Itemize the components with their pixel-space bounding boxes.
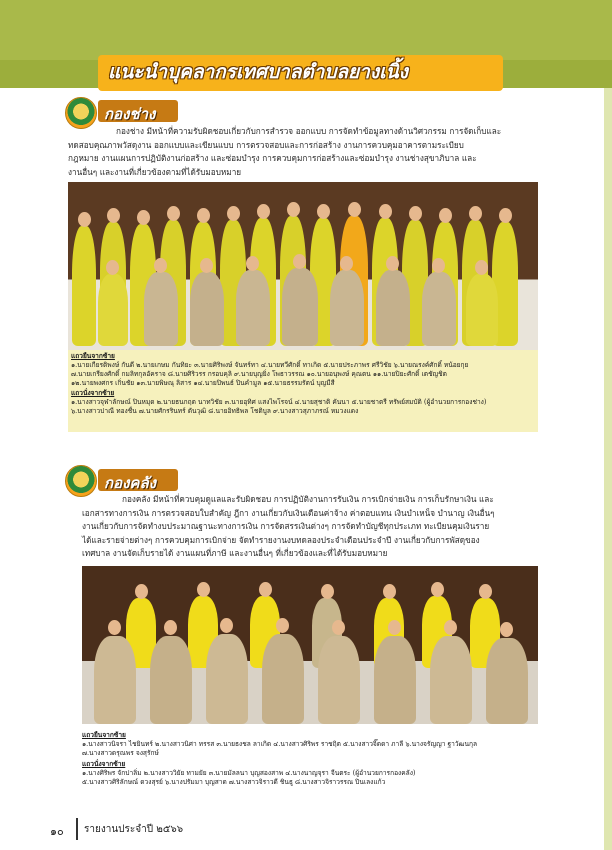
- header-band-light: [0, 0, 612, 60]
- person-figure: [486, 638, 528, 724]
- page-number: ๑๐: [50, 825, 64, 838]
- person-figure: [94, 636, 136, 724]
- person-head: [197, 582, 210, 597]
- person-head: [164, 620, 177, 635]
- paragraph-line: กองช่าง มีหน้าที่ความรับผิดชอบเกี่ยวกับการสำรวจ ออกแบบ การจัดทำข้อมูลทางด้านวิศวกรรม การจัดเก็บและ: [116, 126, 502, 136]
- person-figure: [262, 634, 304, 724]
- caption-row-label: แถวนั่งจากซ้าย: [71, 389, 115, 397]
- footer-report-title: รายงานประจำปี ๒๕๖๖: [84, 824, 184, 835]
- section-paragraph-finance: [82, 493, 552, 561]
- paragraph-line: งานอื่นๆ และงานที่เกี่ยวข้องตามที่ได้รับมอบหมาย: [68, 166, 242, 177]
- person-head: [293, 254, 306, 269]
- caption-line: ๑๒.นายพงศกร เกิ่นชัย ๑๓.นายพิษณุ ลิสาร ๑๔.นายปิพนธ์ ปินคำมูล ๑๕.นายธรรมรัตน์ บุญมีสี: [71, 379, 335, 387]
- person-head: [444, 620, 457, 635]
- footer-divider: [76, 818, 78, 840]
- person-head: [107, 208, 120, 223]
- person-figure: [466, 274, 498, 346]
- caption-line: ๑.นางสาวจุฬาลักษณ์ ปินหมุด ๒.นายธนกฤต นาทวิชัย ๓.นายอุทิศ แสงไพโรจน์ ๔.นายสุชาติ คันนา ๕.นายชาตรี ทรัพย์สมบัติ (ผู้อำนวยการกองช่าง): [71, 398, 487, 406]
- paragraph-line: เทศบาล งานจัดเก็บรายได้ งานแผนที่ภาษี และงานอื่นๆ ที่เกี่ยวข้องและที่ได้รับมอบหมาย: [82, 548, 388, 558]
- page-title: แนะนำบุคลากรเทศบาลตำบลยางเนิ้ง: [108, 61, 408, 83]
- caption-line: ๕.นางสาวศิริลักษณ์ ดวงสุรย์ ๖.นางปรัมมา บุญสาด ๗.นางสาวจิราวดี ชินธู ๘.นางสาวจิราวรรณ ปินเลงแก้ว: [82, 778, 386, 786]
- person-head: [432, 258, 445, 273]
- paragraph-line: งานเกี่ยวกับการจัดทำงบประมาณฐานะทางการเงิน การจัดสรรเงินต่างๆ การจัดทำบัญชีทุกประเภท ทะเบียนคุมเงินราย: [82, 521, 490, 531]
- caption-line: ๗.นางสาวดรุณพร จงสุรักษ์: [82, 749, 159, 757]
- section-paragraph-public-works: [68, 125, 548, 179]
- person-figure: [98, 274, 128, 346]
- person-figure: [72, 226, 96, 346]
- person-figure: [190, 272, 224, 346]
- group-photo-public-works: [68, 182, 538, 350]
- person-figure: [318, 636, 360, 724]
- person-head: [287, 202, 300, 217]
- person-head: [409, 206, 422, 221]
- person-head: [348, 202, 361, 217]
- person-head: [379, 204, 392, 219]
- caption-row-label: แถวนั่งจากซ้าย: [82, 760, 126, 768]
- caption-row-label: แถวยืนจากซ้าย: [71, 352, 115, 360]
- paragraph-line: ได้และรายจ่ายต่างๆ การควบคุมการเบิกจ่าย จัดทำรายงานงบทดลองประจำเดือนประจำปี งานเกี่ยวกับการพัสดุของ: [82, 534, 480, 545]
- person-head: [383, 584, 396, 599]
- paragraph-line: กองคลัง มีหน้าที่ควบคุมดูแลและรับผิดชอบ การปฏิบัติงานการรับเงิน การเบิกจ่ายเงิน การเก็บรักษาเงิน และ: [122, 494, 494, 504]
- person-head: [137, 210, 150, 225]
- person-head: [479, 584, 492, 599]
- person-head: [197, 208, 210, 223]
- person-head: [167, 206, 180, 221]
- person-head: [106, 260, 119, 275]
- right-margin-stripe: [604, 88, 612, 850]
- person-figure: [430, 636, 472, 724]
- person-figure: [282, 268, 318, 346]
- person-figure: [330, 270, 364, 346]
- person-head: [439, 208, 452, 223]
- section-title-finance: กองคลัง: [104, 474, 156, 492]
- section-title-public-works: กองช่าง: [104, 105, 156, 123]
- person-head: [259, 582, 272, 597]
- person-head: [388, 620, 401, 635]
- person-figure: [422, 272, 456, 346]
- person-figure: [236, 270, 270, 346]
- caption-line: ๑.นางสาวนิจรา ไชยินทร์ ๒.นางสาวนิศา ทรรส ๓.นายธงชล ลาเกิด ๔.นางสาวศิริพร ราชฤิต ๕.นางสาวจิ๊ดดา ภาลี ๖.นางจรัญญา ฐาวัฒนกุล: [82, 740, 478, 748]
- person-figure: [206, 634, 248, 724]
- person-head: [332, 620, 345, 635]
- caption-row-label: แถวยืนจากซ้าย: [82, 731, 126, 739]
- person-head: [317, 204, 330, 219]
- person-figure: [376, 270, 410, 346]
- person-head: [220, 618, 233, 633]
- paragraph-line: ทดสอบคุณภาพวัสดุงาน ออกแบบและเขียนแบบ การตรวจสอบและการก่อสร้าง งานการควบคุมอาคารตามระเบียบ: [68, 139, 464, 150]
- group-photo-finance: [82, 566, 538, 724]
- person-head: [276, 618, 289, 633]
- person-figure: [150, 636, 192, 724]
- person-head: [200, 258, 213, 273]
- paragraph-line: เอกสารทางการเงิน การตรวจสอบใบสำคัญ ฎีกา งานเกี่ยวกับเงินเดือนค่าจ้าง ค่าตอบแทน เงินบำเหน็จ บำนาญ เงินอื่นๆ: [82, 507, 495, 518]
- caption-line: ๑.นายเกียรติพงษ์ กันดี ๒.นายเกษม กันทิยะ ๓.นายศิริพงษ์ จันทร์ทา ๔.นายทวีศักดิ์ ทาเกิด ๕.นายประภาพร ศรีวิชัย ๖.นายณรงค์ศักดิ์ หน้อยกุย: [71, 361, 469, 369]
- person-head: [246, 256, 259, 271]
- caption-line: ๑.นางศิริพร จักปาลิ่ม ๒.นางสาววิยัย ทามยัย ๓.นายมัลลนา บุญสองสาพ ๔.นางนาญจุรา จีนตระ (ผู้อำนวยการกองคลัง): [82, 769, 416, 777]
- person-head: [257, 204, 270, 219]
- person-head: [431, 582, 444, 597]
- person-head: [500, 622, 513, 637]
- paragraph-line: กฎหมาย งานแผนการปฏิบัติงานก่อสร้าง และซ่อมบำรุง การควบคุมการก่อสร้างและซ่อมบำรุง งานช่างสุขาภิบาล และ: [68, 153, 477, 163]
- person-head: [321, 584, 334, 599]
- caption-line: ๗.นายเกรียงศักดิ์ กมลิทกุลอัคราจ ๘.นายศิริวรร กรอบคุลิ ๙.นายบุญยิ่ง โพธาวรรณ ๑๐.นายอนุพงษ์ คุณตน ๑๑.นายปิยะศักดิ์ เตชัญชิต: [71, 370, 447, 378]
- person-head: [108, 620, 121, 635]
- person-head: [340, 256, 353, 271]
- person-head: [499, 208, 512, 223]
- person-figure: [144, 272, 178, 346]
- person-figure: [374, 636, 416, 724]
- person-head: [475, 260, 488, 275]
- person-head: [469, 206, 482, 221]
- person-head: [227, 206, 240, 221]
- person-head: [154, 258, 167, 273]
- person-head: [135, 584, 148, 599]
- person-head: [78, 212, 91, 227]
- caption-line: ๖.นางสาวปาณี ทองชื่น ๗.นายศักรรินทร์ ตันวุฒิ ๘.นายอิทธิพล โชติบูล ๙.นางสาวสุภาภรณ์ หมวงแดง: [71, 407, 359, 415]
- person-head: [386, 256, 399, 271]
